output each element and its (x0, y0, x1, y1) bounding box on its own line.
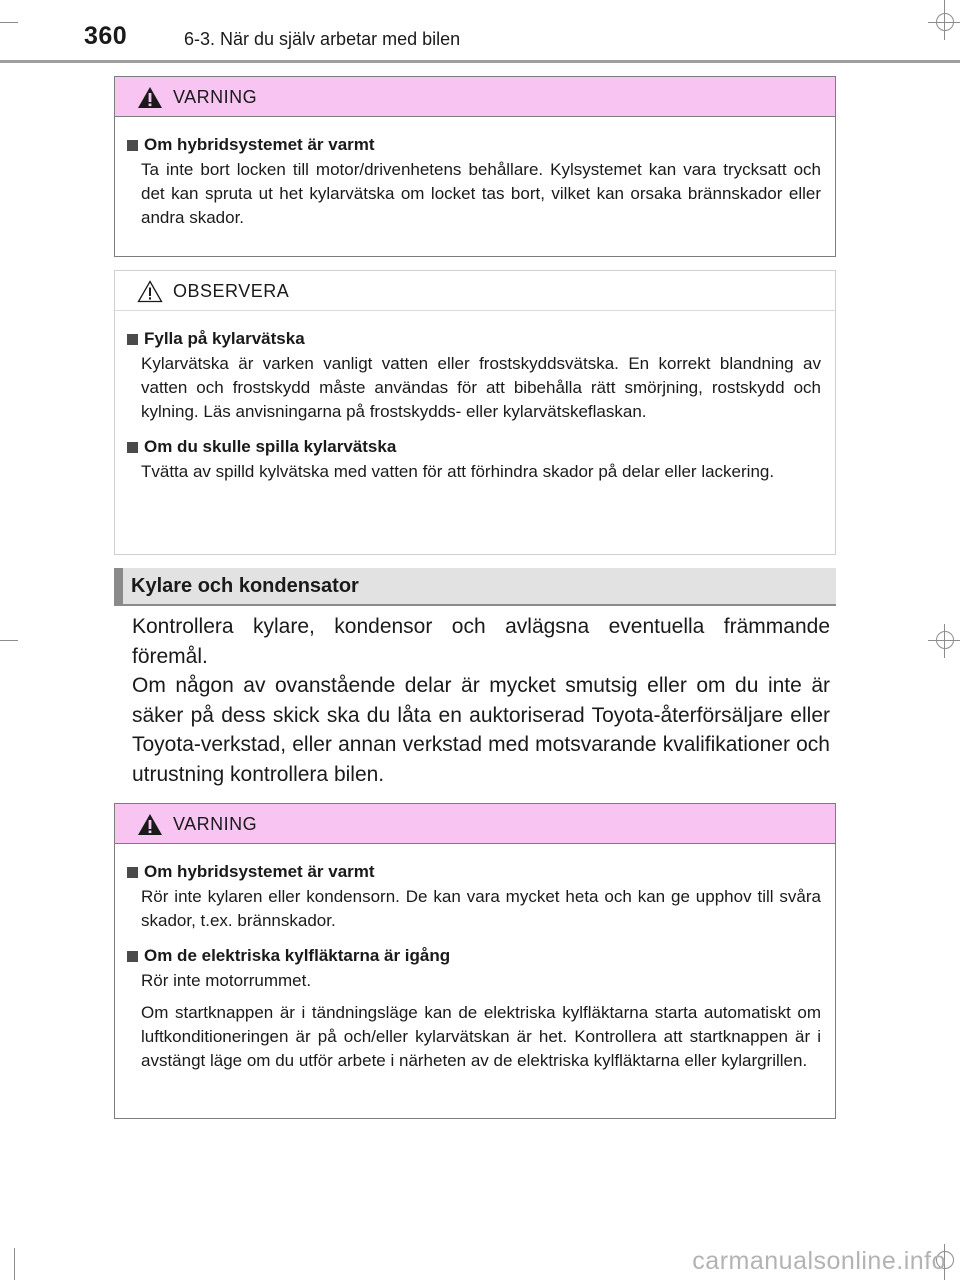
warning-box-header (115, 77, 835, 117)
square-bullet-icon (127, 951, 138, 962)
warning-item-text: Ta inte bort locken till motor/drivenhetens behållare. Kylsystemet kan vara trycksatt och det kan spruta ut het kylarvätska om locket tas bort, vilket kan orsaka brännskador eller andra skador. (141, 160, 821, 227)
notice-item-text: Kylarvätska är varken vanligt vatten eller frostskyddsvätska. En korrekt blandning av vatten och frostskydd måste användas för att bibehålla rätt smörjning, rostskydd och kylning. Läs anvisningarna på frostskydds- eller kylarvätskeflaskan. (141, 354, 821, 421)
warning-item-title-text: Om hybridsystemet är varmt (144, 862, 375, 881)
notice-box-header (115, 271, 835, 311)
warning-item-title-text: Om hybridsystemet är varmt (144, 135, 375, 154)
header-rule (0, 60, 960, 63)
notice-box (114, 270, 836, 555)
notice-item (127, 434, 821, 484)
warning-box (114, 803, 836, 1119)
notice-item-title (127, 326, 821, 352)
notice-box-body (115, 311, 835, 484)
page-header (0, 0, 960, 62)
section-paragraph: Om någon av ovanstående delar är mycket smutsig eller om du inte är säker på dess skick ska du låta en auktoriserad Toyota-återförsäljare eller Toyota-verkstad, eller annan verkstad med motsvarande kvalifikationer och utrustning kontrollera bilen. (132, 674, 830, 786)
warning-item-title (127, 132, 821, 158)
page-number: 360 (84, 22, 128, 50)
warning-item (127, 132, 821, 230)
notice-item-title (127, 434, 821, 460)
warning-box-title: VARNING (173, 814, 258, 834)
warning-item-text: Rör inte motorrummet. (141, 971, 312, 990)
warning-box (114, 76, 836, 257)
section-body (132, 612, 830, 789)
section-heading-bar (114, 568, 123, 604)
warning-item (127, 943, 821, 1073)
warning-item-text: Om startknappen är i tändningsläge kan de elektriska kylfläktarna starta automatiskt om luftkonditioneringen är på och/eller kylarvätskan är het. Kontrollera att startknappen är i avstängt läge om du utför arbete i närheten av de elektriska kylfläktarna eller kylargrillen. (141, 1003, 821, 1070)
watermark: carmanualsonline.info (692, 1247, 946, 1275)
notice-item-text: Tvätta av spilld kylvätska med vatten för att förhindra skador på delar eller lackering. (141, 462, 775, 481)
warning-box-body (115, 117, 835, 230)
crop-mark (0, 640, 18, 641)
notice-item (127, 326, 821, 424)
warning-item (127, 859, 821, 933)
warning-triangle-icon (137, 813, 163, 836)
warning-item-title (127, 859, 821, 885)
section-paragraph: Kontrollera kylare, kondensor och avlägsna eventuella främmande föremål. (132, 615, 830, 668)
square-bullet-icon (127, 442, 138, 453)
warning-item-title (127, 943, 821, 969)
warning-item-text: Rör inte kylaren eller kondensorn. De kan vara mycket heta och kan ge upphov till svåra skador, t.ex. brännskador. (141, 887, 821, 930)
warning-triangle-icon (137, 86, 163, 109)
section-heading-text: Kylare och kondensator (131, 575, 359, 597)
section-heading (114, 568, 836, 606)
notice-box-title: OBSERVERA (173, 281, 290, 301)
notice-item-title-text: Om du skulle spilla kylarvätska (144, 437, 397, 456)
crop-mark (928, 640, 960, 641)
square-bullet-icon (127, 140, 138, 151)
square-bullet-icon (127, 867, 138, 878)
square-bullet-icon (127, 334, 138, 345)
warning-item-title-text: Om de elektriska kylfläktarna är igång (144, 946, 451, 965)
warning-box-header (115, 804, 835, 844)
chapter-title: 6-3. När du själv arbetar med bilen (184, 29, 461, 49)
notice-item-title-text: Fylla på kylarvätska (144, 329, 305, 348)
crop-mark (14, 1248, 15, 1280)
warning-box-body (115, 844, 835, 1073)
caution-outline-triangle-icon (137, 280, 163, 303)
warning-box-title: VARNING (173, 87, 258, 107)
